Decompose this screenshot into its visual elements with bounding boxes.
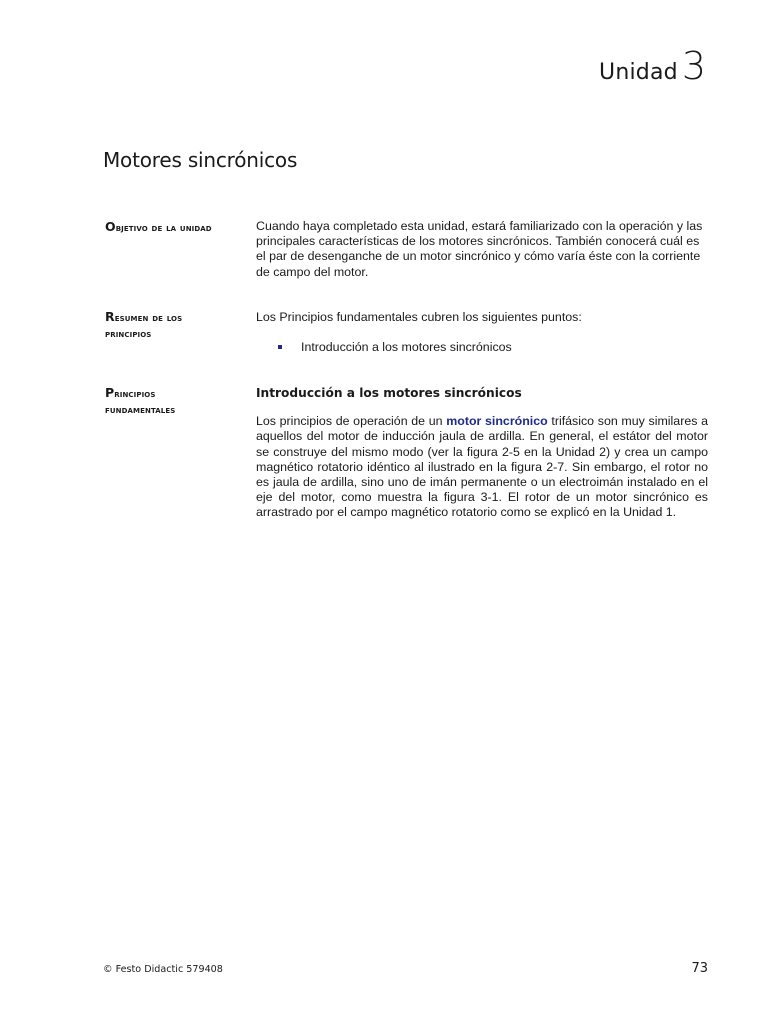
page-number: 73 [691,961,708,976]
summary-label-line2: principios [105,328,152,340]
objective-label-rest: bjetivo de la unidad [115,222,212,234]
summary-intro: Los Principios fundamentales cubren los siguientes puntos: [256,310,582,324]
bullet-text: Introducción a los motores sincrónicos [301,340,512,355]
fundamentals-paragraph [256,414,708,520]
paragraph-text-before: Los principios de operación de un [256,414,447,429]
fundamentals-label-line2: fundamentales [105,404,176,416]
section-subheading: Introducción a los motores sincrónicos [256,386,522,400]
fundamentals-label-rest: rincipios [114,388,156,400]
paragraph-text-after: trifásico son muy similares a aquellos del motor de inducción jaula de ardilla. En general, el estátor del motor se construye del mismo modo (ver la figura 2-5 en la Unidad 2) y crea un campo magnético rotatorio idéntico al ilustrado en la figura 2-7. Sin embargo, el rotor no es jaula de ardilla, sino uno de imán permanente o un electroimán instalado en el eje del motor, como muestra la figura 3-1. El rotor de un motor sincrónico es arrastrado por el campo magnético rotatorio como se explicó en la Unidad 1. [256,414,708,520]
objective-section [256,219,708,280]
footer-copyright: © Festo Didactic 579408 [103,964,223,975]
objective-text: Cuando haya completado esta unidad, estará familiarizado con la operación y las principales características de los motores sincrónicos. También conocerá cuál es el par de desenganche de un motor sincrónico y cómo varía éste con la corriente de campo del motor. [256,219,703,279]
summary-label-cap: R [105,309,115,324]
unit-label: Unidad [599,60,678,85]
unit-number: 3 [681,44,706,88]
term-motor-sincronico: motor sincrónico [446,414,548,429]
square-bullet-icon [278,345,282,349]
fundamentals-label-cap: P [105,385,115,400]
fundamentals-section [256,386,708,521]
objective-label-cap: O [105,219,116,234]
summary-label-rest: esumen de los [114,312,183,324]
fundamentals-label [105,385,245,418]
unit-header [599,44,706,88]
page-title: Motores sincrónicos [103,148,298,172]
list-item [278,340,708,355]
objective-label [105,219,245,236]
summary-label [105,309,245,342]
summary-section [256,310,708,355]
